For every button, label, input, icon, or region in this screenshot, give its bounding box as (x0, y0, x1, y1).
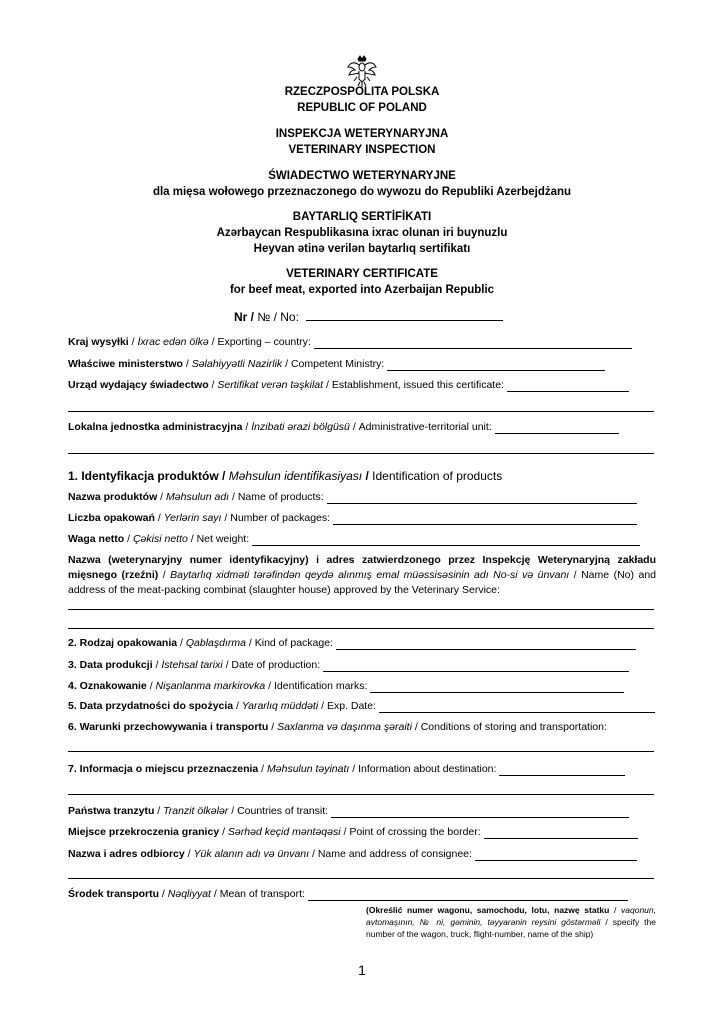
section-4-label-az: Nişanlanma markirovka (155, 680, 266, 692)
section-7-label-pl: 7. Informacja o miejscu przeznaczenia (68, 763, 259, 775)
transport-note-az: vaqonun, avtomaşının, № ni, gəminin, təyyarənin reysini göstərməli (366, 905, 656, 927)
section-1-title-pl: 1. Identyfikacja produktów / (68, 469, 226, 483)
destination-field[interactable] (499, 766, 625, 776)
transport-note-en: specify the number of the wagon, truck, flight-number, name of the ship) (366, 917, 656, 939)
consignee-row: Nazwa i adres odbiorcy / Yük alanın adı və ünvanı / Name and address of consignee: (68, 847, 654, 861)
section-1-title-en: Identification of products (372, 469, 503, 483)
border-row: Miejsce przekroczenia granicy / Sərhəd keçid məntəqəsi / Point of crossing the border: (68, 825, 654, 839)
cert-title-en: VETERINARY CERTIFICATE (286, 268, 438, 280)
net-weight-row: Waga netto / Çəkisi netto / Net weight: (68, 532, 654, 546)
product-name-row: Nazwa produktów / Məhsulun adı / Name of products: (68, 490, 654, 504)
section-3-label-pl: 3. Data produkcji (68, 659, 153, 671)
packages-field[interactable] (333, 515, 637, 525)
section-2-label-en: Kind of package: (254, 637, 333, 649)
section-7-row: 7. Informacja o miejscu przeznaczenia / Məhsulun təyinatı / Information about destination: (68, 762, 654, 776)
cert-title-az: BAYTARLIQ SERTİFİKATI (292, 211, 432, 223)
local-unit-row: Lokalna jednostka administracyjna / İnzibati ərazi bölgüsü / Administrative-territorial unit: (68, 420, 654, 434)
section-5-label-en: Exp. Date: (326, 700, 376, 712)
transport-label-pl: Środek transportu (68, 888, 160, 900)
local-unit-field-line-2[interactable] (68, 453, 654, 454)
transport-note-pl: (Określić numer wagonu, samochodu, lotu, nazwę statku (366, 905, 610, 915)
cert-subtitle-az-1: Azərbaycan Respublikasına ixrac olunan iri buynuzlu (216, 227, 508, 239)
section-1-title-separator: / (365, 469, 369, 483)
storage-conditions-field[interactable] (68, 751, 654, 752)
ministry-field[interactable] (387, 361, 605, 371)
section-1-title-az: Məhsulun identifikasiyası (228, 469, 363, 483)
product-name-label-az: Məhsulun adı (166, 491, 230, 503)
section-4-label-pl: 4. Oznakowanie (68, 680, 147, 692)
section-3-row: 3. Data produkcji / İstehsal tarixi / Date of production: (68, 658, 654, 672)
cert-subtitle-en: for beef meat, exported into Azerbaijan Republic (229, 284, 495, 296)
border-crossing-field[interactable] (484, 829, 638, 839)
plant-field-line-2[interactable] (68, 628, 654, 629)
plant-description: Nazwa (weterynaryjny numer identyfikacyjny) i adres zatwierdzonego przez Inspekcję Weterynaryjną zakładu mięsnego (rzeźni) / Baytarlıq xidməti tərəfindən qeydə alınmış emal müəssisəsinin adı No-si və ünvanı / Name (No) and address of the meat-packing combinat (slaughter house) approved by the Veterinary Service: (68, 554, 656, 596)
expiry-date-field[interactable] (379, 703, 655, 713)
exporting-country-row: Kraj wysyłki / İxrac edən ölkə / Exporting – country: (68, 335, 654, 349)
product-name-label-pl: Nazwa produktów (68, 491, 158, 503)
net-weight-label-pl: Waga netto (68, 533, 125, 545)
net-weight-field[interactable] (252, 536, 640, 546)
inspection-name-pl: INSPEKCJA WETERYNARYJNA (275, 128, 449, 140)
issuing-office-row: Urząd wydający świadectwo / Sertifikat verən təşkilat / Establishment, issued this certificate: (68, 378, 654, 392)
exporting-country-label-pl: Kraj wysyłki (68, 336, 129, 348)
issuing-office-field-line-2[interactable] (68, 411, 654, 412)
section-6-label-en: Conditions of storing and transportation: (420, 721, 607, 733)
net-weight-label-en: Net weight: (196, 533, 250, 545)
issuing-office-field[interactable] (507, 382, 629, 392)
border-label-az: Sərhəd keçid məntəqəsi (227, 826, 341, 838)
transit-countries-field[interactable] (331, 808, 629, 818)
certificate-number-line (234, 309, 503, 324)
country-name-en: REPUBLIC OF POLAND (297, 102, 427, 114)
product-name-label-en: Name of products: (237, 491, 324, 503)
section-3-label-az: İstehsal tarixi (161, 659, 223, 671)
cert-title-pl: ŚWIADECTWO WETERYNARYJNE (268, 170, 456, 182)
section-2-label-az: Qablaşdırma (185, 637, 246, 649)
local-unit-field[interactable] (495, 424, 619, 434)
inspection-name-en: VETERINARY INSPECTION (288, 144, 436, 156)
ministry-row: Właściwe ministerstwo / Səlahiyyətli Nazirlik / Competent Ministry: (68, 357, 654, 371)
section-4-label-en: Identification marks: (274, 680, 368, 692)
section-6-label-pl: 6. Warunki przechowywania i transportu (68, 721, 269, 733)
destination-field-line-2[interactable] (68, 794, 654, 795)
section-4-row: 4. Oznakowanie / Nişanlanma markirovka / Identification marks: (68, 679, 654, 693)
transit-row: Państwa tranzytu / Tranzit ölkələr / Countries of transit: (68, 804, 654, 818)
transport-row: Środek transportu / Nəqliyyat / Mean of transport: (68, 887, 654, 901)
number-label-pl: Nr / (234, 310, 255, 324)
packages-label-pl: Liczba opakowań (68, 512, 155, 524)
section-7-label-en: Information about destination: (358, 763, 497, 775)
ministry-label-pl: Właściwe ministerstwo (68, 358, 183, 370)
transit-label-az: Tranzit ölkələr (163, 805, 229, 817)
plant-label-az: Baytarlıq xidməti tərəfindən qeydə alınmış emal müəssisəsinin adı No-si və ünvanı (170, 569, 570, 581)
transport-label-az: Nəqliyyat (167, 888, 211, 900)
section-5-row: 5. Data przydatności do spożycia / Yararlıq müddəti / Exp. Date: (68, 699, 654, 713)
packages-label-en: Number of packages: (230, 512, 331, 524)
transport-field[interactable] (308, 891, 628, 901)
consignee-label-en: Name and address of consignee: (317, 848, 472, 860)
package-kind-field[interactable] (336, 640, 636, 650)
section-2-label-pl: 2. Rodzaj opakowania (68, 637, 178, 649)
number-label-rest: № / No: (257, 310, 299, 324)
product-name-field[interactable] (327, 494, 637, 504)
production-date-field[interactable] (323, 662, 629, 672)
cert-subtitle-pl: dla mięsa wołowego przeznaczonego do wywozu do Republiki Azerbejdżanu (152, 186, 572, 198)
consignee-label-az: Yük alanın adı və ünvanı (193, 848, 310, 860)
section-7-label-az: Məhsulun təyinatı (267, 763, 350, 775)
border-label-pl: Miejsce przekroczenia granicy (68, 826, 220, 838)
page-number: 1 (358, 962, 366, 978)
plant-field-line-1[interactable] (68, 609, 654, 610)
identification-marks-field[interactable] (370, 683, 624, 693)
consignee-field[interactable] (475, 851, 637, 861)
ministry-label-en: Competent Ministry: (290, 358, 385, 370)
issuing-office-label-pl: Urząd wydający świadectwo (68, 379, 209, 391)
country-name-pl: RZECZPOSPOLITA POLSKA (284, 86, 440, 98)
border-label-en: Point of crossing the border: (349, 826, 481, 838)
section-1-title (68, 469, 502, 483)
ministry-label-az: Səlahiyyətli Nazirlik (191, 358, 283, 370)
section-6-row: 6. Warunki przechowywania i transportu / Saxlanma və daşınma şəraiti / Conditions of storing and transportation: (68, 721, 607, 733)
exporting-country-label-az: İxrac edən ölkə (137, 336, 209, 348)
plant-label-pl: Nazwa (weterynaryjny numer identyfikacyjny) i adres zatwierdzonego przez Inspekcję Weterynaryjną zakładu mięsnego (rzeźni) (68, 554, 656, 581)
section-6-label-az: Saxlanma və daşınma şəraiti (277, 721, 412, 733)
packages-row: Liczba opakowań / Yerlərin sayı / Number of packages: (68, 511, 654, 525)
consignee-field-line-2[interactable] (68, 878, 654, 879)
cert-subtitle-az-2: Heyvan ətinə verilən baytarlıq sertifikatı (253, 243, 471, 255)
transport-label-en: Mean of transport: (219, 888, 305, 900)
section-5-label-pl: 5. Data przydatności do spożycia (68, 700, 234, 712)
transport-note: (Określić numer wagonu, samochodu, lotu, nazwę statku / vaqonun, avtomaşının, № ni, gəminin, təyyarənin reysini göstərməli / specify the number of the wagon, truck, flight-number, name of the ship) (366, 905, 656, 939)
transit-label-en: Countries of transit: (237, 805, 329, 817)
transit-label-pl: Państwa tranzytu (68, 805, 155, 817)
certificate-number-field[interactable] (306, 309, 503, 321)
section-5-label-az: Yararlıq müddəti (241, 700, 319, 712)
issuing-office-label-en: Establishment, issued this certificate: (331, 379, 504, 391)
exporting-country-field[interactable] (314, 339, 632, 349)
local-unit-label-en: Administrative-territorial unit: (358, 421, 492, 433)
section-2-row: 2. Rodzaj opakowania / Qablaşdırma / Kind of package: (68, 636, 654, 650)
packages-label-az: Yerlərin sayı (163, 512, 222, 524)
section-3-label-en: Date of production: (231, 659, 321, 671)
plant-label-en: Name (No) and address of the meat-packing combinat (slaughter house) approved by the Veterinary Service: (68, 569, 656, 596)
issuing-office-label-az: Sertifikat verən təşkilat (217, 379, 324, 391)
net-weight-label-az: Çəkisi netto (132, 533, 188, 545)
local-unit-label-pl: Lokalna jednostka administracyjna (68, 421, 243, 433)
local-unit-label-az: İnzibati ərazi bölgüsü (251, 421, 350, 433)
exporting-country-label-en: Exporting – country: (217, 336, 311, 348)
consignee-label-pl: Nazwa i adres odbiorcy (68, 848, 185, 860)
